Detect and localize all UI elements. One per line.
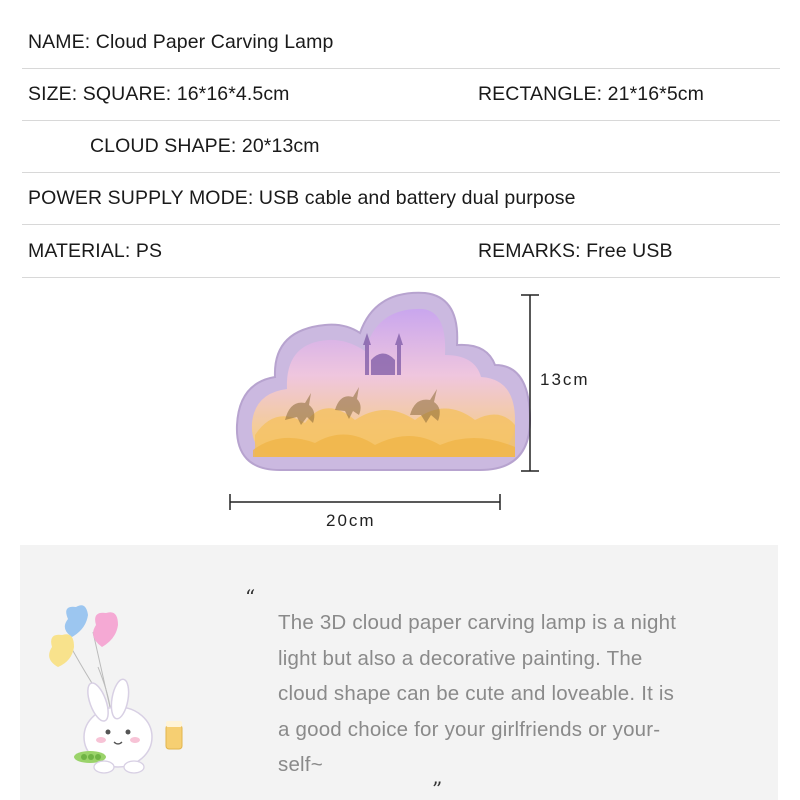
spec-power-supply: POWER SUPPLY MODE: USB cable and battery dual purpose [28, 187, 576, 209]
open-quote-mark: “ [245, 585, 256, 609]
spec-size-square: SIZE: SQUARE: 16*16*4.5cm [28, 83, 290, 105]
spec-row-power [22, 173, 780, 225]
heart-balloon-pink-icon [93, 612, 118, 647]
heart-balloon-yellow-icon [49, 634, 74, 667]
description-line: cloud shape can be cute and loveable. It is [278, 682, 675, 705]
width-label: 20cm [326, 511, 376, 530]
description-panel [20, 545, 778, 800]
spec-row-cloud [22, 121, 780, 173]
spec-size-rectangle: RECTANGLE: 21*16*5cm [478, 83, 704, 105]
spec-name: NAME: Cloud Paper Carving Lamp [28, 31, 334, 53]
spec-material: MATERIAL: PS [28, 240, 163, 262]
description-text [278, 605, 748, 783]
close-quote-mark: ” [432, 777, 443, 800]
spec-row-size [22, 69, 780, 121]
width-dimension-line [228, 492, 502, 512]
spec-row-name [22, 17, 780, 69]
height-label: 13cm [540, 370, 590, 389]
spec-remarks: REMARKS: Free USB [478, 240, 673, 262]
description-line: The 3D cloud paper carving lamp is a night [278, 611, 677, 634]
height-dimension-line [518, 292, 542, 474]
cloud-lamp-image [225, 285, 555, 485]
spec-cloud-shape: CLOUD SHAPE: 20*13cm [90, 135, 320, 157]
description-line: self~ [278, 753, 323, 776]
description-line: light but also a decorative painting. The [278, 646, 643, 670]
heart-balloon-blue-icon [65, 605, 88, 637]
bunny-balloons-illustration [38, 597, 213, 787]
description-line: a good choice for your girlfriends or your- [278, 717, 661, 741]
spec-row-material [22, 226, 780, 278]
